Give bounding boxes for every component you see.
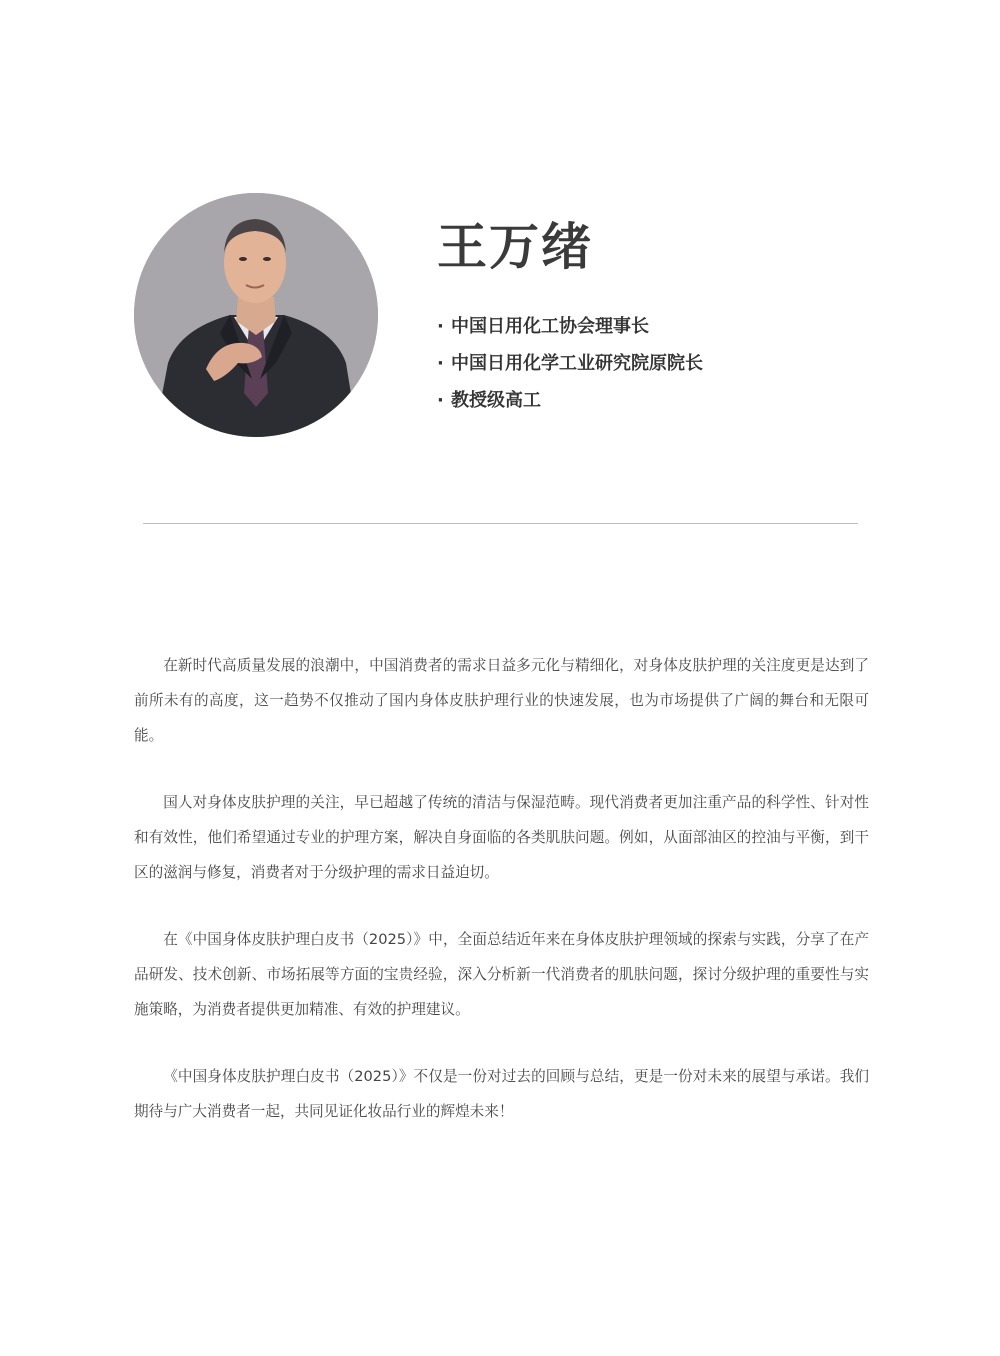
title-item	[437, 308, 703, 345]
title-text: 中国日用化学工业研究院原院长	[451, 353, 703, 374]
title-text: 中国日用化工协会理事长	[451, 316, 649, 337]
body-paragraph: 在《中国身体皮肤护理白皮书（2025）》中，全面总结近年来在身体皮肤护理领域的探索与实践，分享了在产品研发、技术创新、市场拓展等方面的宝贵经验，深入分析新一代消费者的肌肤问题，探讨分级护理的重要性与实施策略，为消费者提供更加精准、有效的护理建议。	[134, 931, 869, 1018]
body-paragraph: 《中国身体皮肤护理白皮书（2025）》不仅是一份对过去的回顾与总结，更是一份对未来的展望与承诺。我们期待与广大消费者一起，共同见证化妆品行业的辉煌未来！	[134, 1068, 869, 1120]
bullet-mark: ·	[437, 353, 444, 374]
bullet-mark: ·	[437, 316, 444, 337]
person-illustration	[134, 193, 378, 437]
title-list	[437, 308, 703, 419]
body-paragraph: 国人对身体皮肤护理的关注，早已超越了传统的清洁与保湿范畴。现代消费者更加注重产品的科学性、针对性和有效性，他们希望通过专业的护理方案，解决自身面临的各类肌肤问题。例如，从面部油区的控油与平衡，到干区的滋润与修复，消费者对于分级护理的需求日益迫切。	[134, 794, 869, 881]
title-item	[437, 345, 703, 382]
bullet-mark: ·	[437, 390, 444, 411]
portrait-photo	[134, 193, 378, 437]
person-name: 王万绪	[437, 218, 593, 276]
title-text: 教授级高工	[451, 390, 541, 411]
title-item	[437, 382, 703, 419]
foreword-body	[134, 648, 869, 1161]
section-divider	[143, 523, 858, 524]
body-paragraph: 在新时代高质量发展的浪潮中，中国消费者的需求日益多元化与精细化，对身体皮肤护理的关注度更是达到了前所未有的高度，这一趋势不仅推动了国内身体皮肤护理行业的快速发展，也为市场提供了广阔的舞台和无限可能。	[134, 657, 869, 744]
